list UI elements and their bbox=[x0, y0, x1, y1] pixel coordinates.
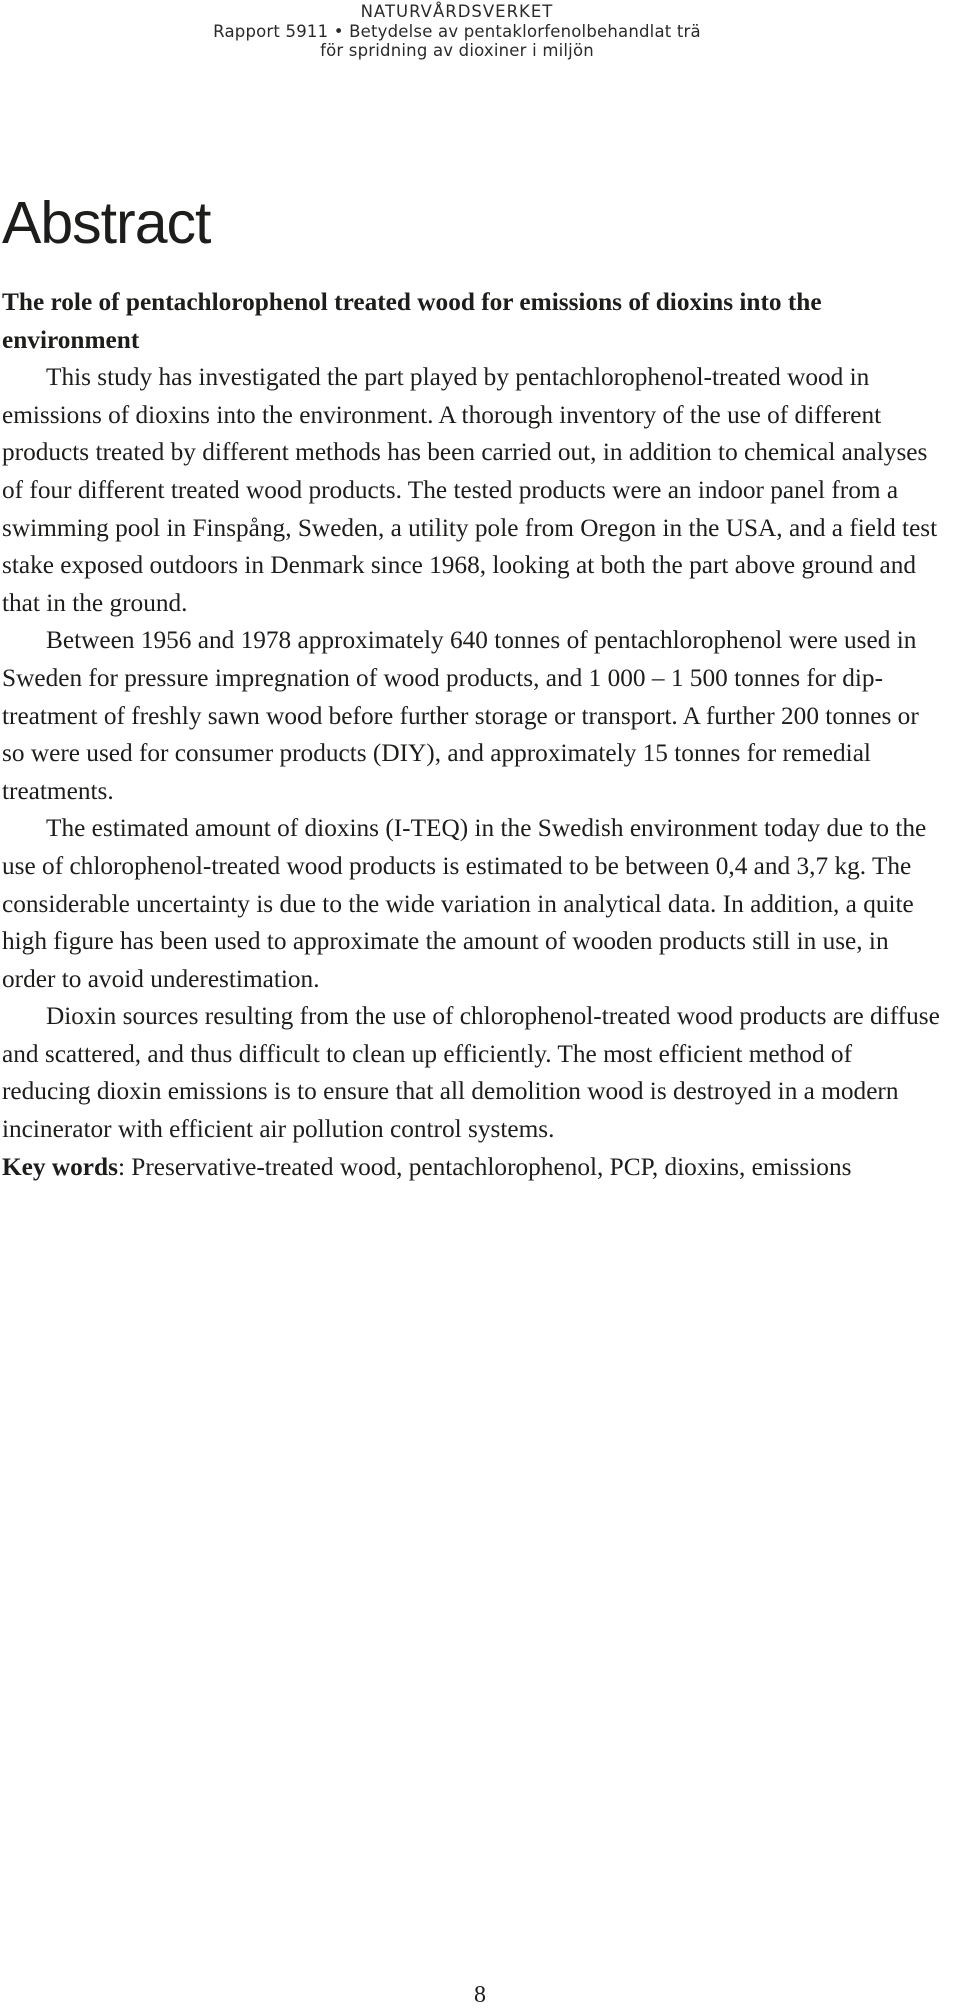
page-number: 8 bbox=[474, 1982, 486, 2008]
abstract-paragraph-1: This study has investigated the part played by pentachlorophenol-treated wood in emissions of dioxins into the environment. A thorough inventory of the use of different products treated by different methods has been carried out, in addition to chemical analyses of four different treated wood products. The tested products were an indoor panel from a swimming pool in Finspång, Sweden, a utility pole from Oregon in the USA, and a field test stake exposed outdoors in Denmark since 1968, looking at both the part above ground and that in the ground. bbox=[2, 363, 938, 617]
header-report-title-line2: för spridning av dioxiner i miljön bbox=[320, 41, 594, 60]
keywords-text: : Preservative-treated wood, pentachlorophenol, PCP, dioxins, emissions bbox=[117, 1152, 852, 1181]
header-report-title: Rapport 5911 • Betydelse av pentaklorfenolbehandlat trä bbox=[213, 21, 701, 41]
page-title: Abstract bbox=[2, 190, 211, 256]
abstract-subtitle: The role of pentachlorophenol treated wood for emissions of dioxins into the environment bbox=[2, 288, 822, 354]
abstract-paragraph-4: Dioxin sources resulting from the use of chlorophenol-treated wood products are diffuse and scattered, and thus difficult to clean up efficiently. The most efficient method of reducing dioxin emissions is to ensure that all demolition wood is destroyed in a modern incinerator with efficient air pollution control systems. bbox=[2, 1002, 940, 1144]
keywords bbox=[2, 1149, 942, 1187]
abstract-paragraph-3: The estimated amount of dioxins (I-TEQ) in the Swedish environment today due to the use of chlorophenol-treated wood products is estimated to be between 0,4 and 3,7 kg. The considerable uncertainty is due to the wide variation in analytical data. In addition, a quite high figure has been used to approximate the amount of wooden products still in use, in order to avoid underestimation. bbox=[2, 814, 927, 993]
header-agency: NATURVÅRDSVERKET bbox=[360, 2, 554, 21]
abstract-paragraph-2: Between 1956 and 1978 approximately 640 tonnes of pentachlorophenol were used in Sweden for pressure impregnation of wood products, and 1 000 – 1 500 tonnes for dip-treatment of freshly sawn wood before further storage or transport. A further 200 tonnes or so were used for consumer products (DIY), and approximately 15 tonnes for remedial treatments. bbox=[2, 626, 919, 805]
running-header bbox=[177, 2, 737, 61]
keywords-label: Key words bbox=[2, 1152, 118, 1181]
abstract-body bbox=[2, 284, 942, 1186]
